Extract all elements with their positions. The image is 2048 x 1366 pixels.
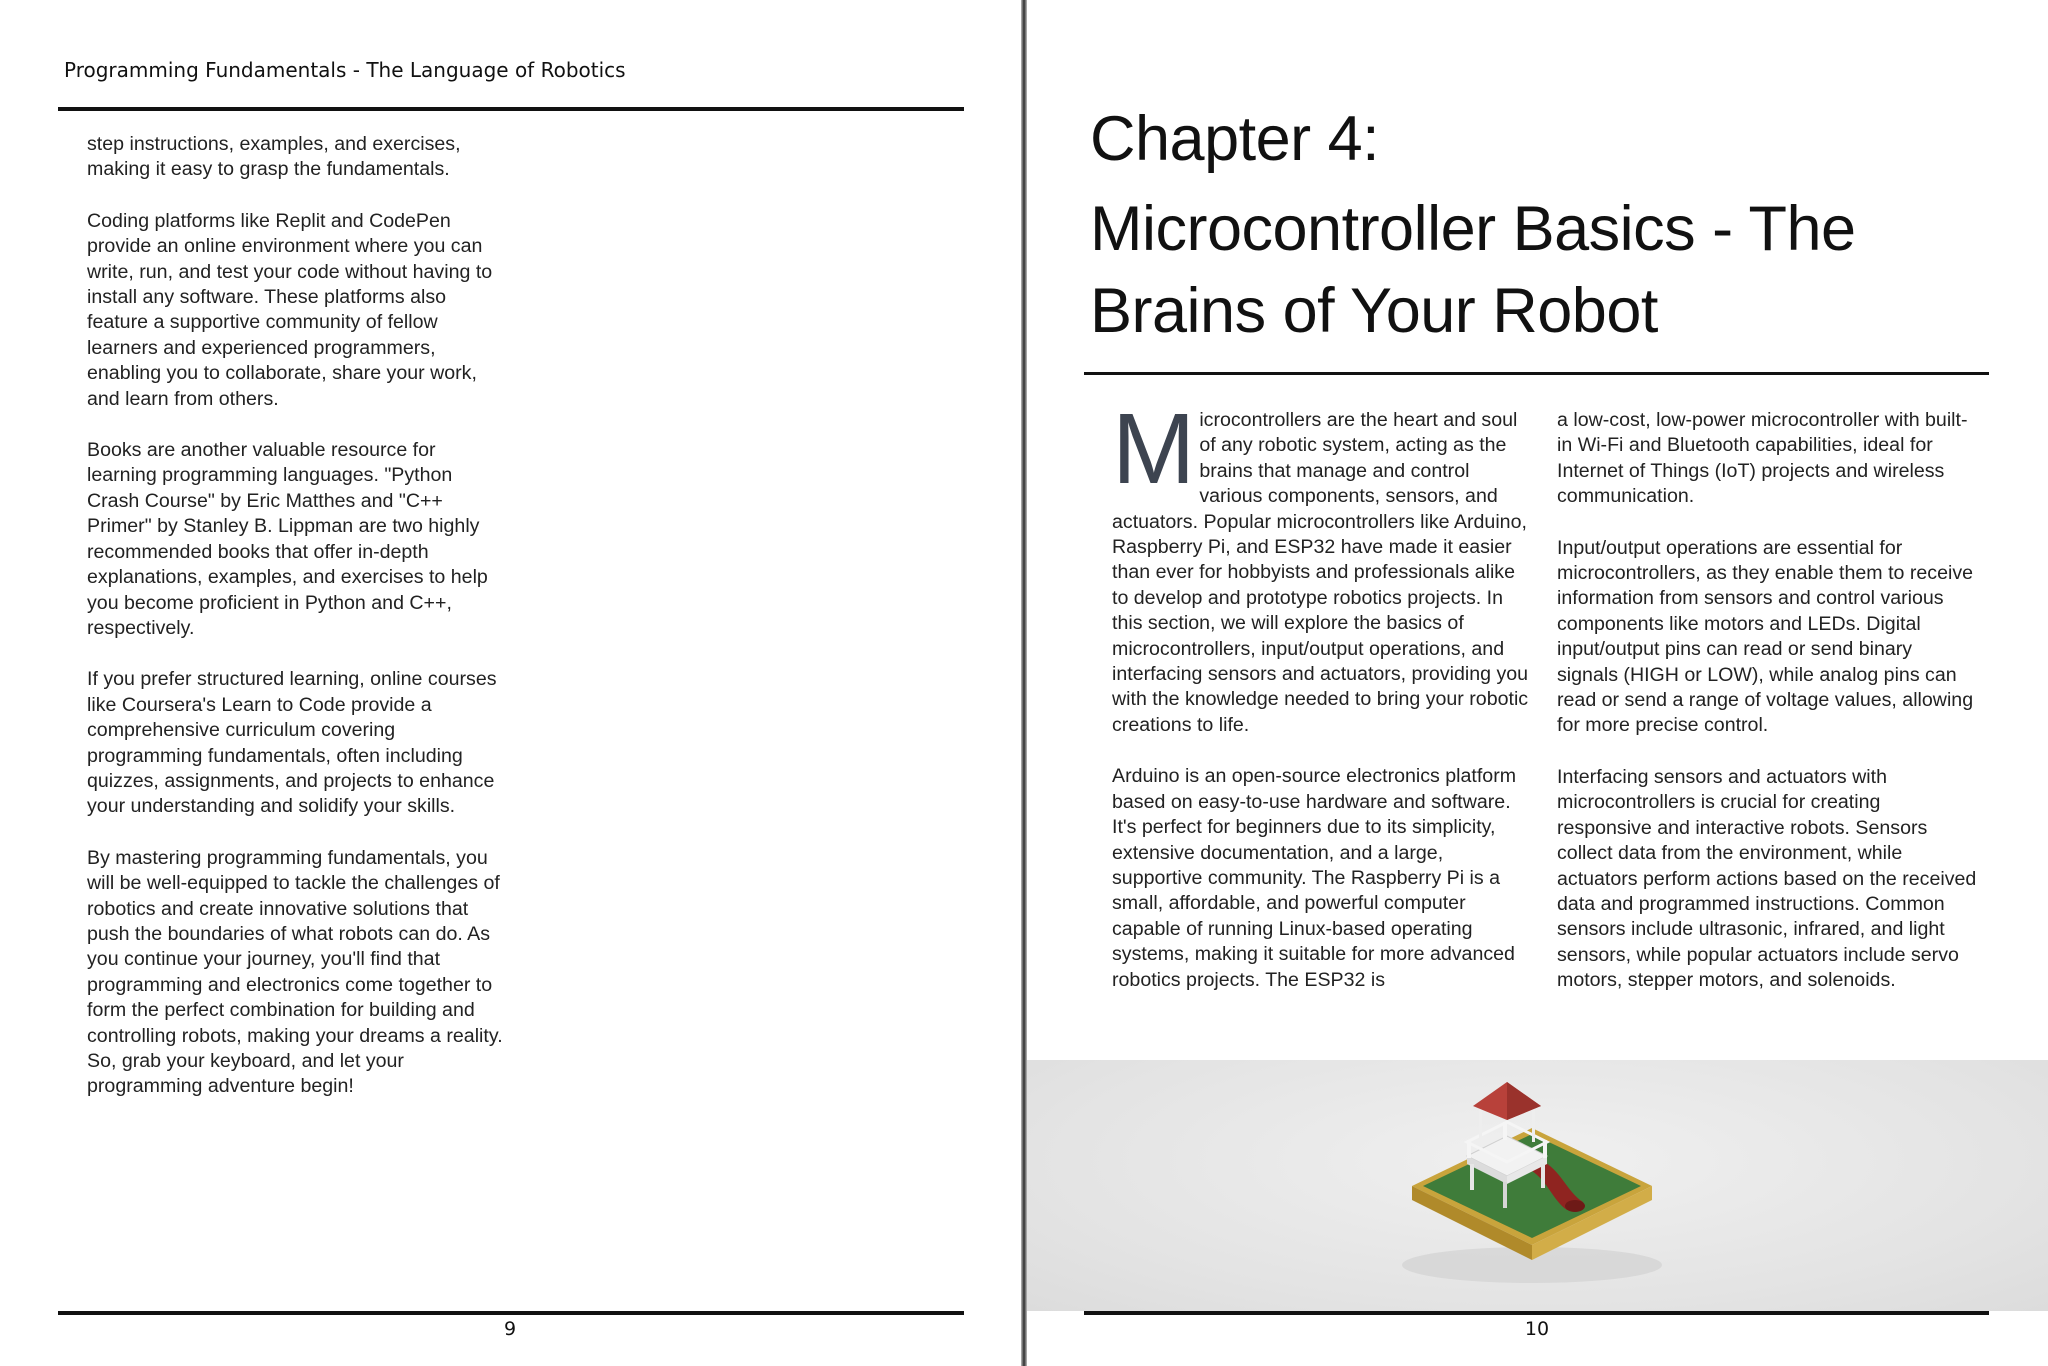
playground-illustration <box>1027 1060 2048 1311</box>
footer-rule <box>1084 1311 1989 1315</box>
paragraph: Books are another valuable resource for learning programming languages. "Python Crash Course" by Eric Matthes and "C++ Primer" by Stanley B. Lippman are two highly recommended books that offer in-depth explanations, examples, and exercises to help you become proficient in Python and C++, respectively. <box>87 439 488 639</box>
right-text-column-1 <box>1112 393 1532 1019</box>
page-number: 9 <box>503 1318 517 1340</box>
chapter-heading <box>1090 98 1990 352</box>
paragraph: Input/output operations are essential for microcontrollers, as they enable them to receive information from sensors and control various components like motors and LEDs. Digital input/output pins can read or send binary signals (HIGH or LOW), while analog pins can read or send a range of voltage values, allowing for more precise control. <box>1557 536 1974 737</box>
paragraph: a low-cost, low-power microcontroller with built-in Wi-Fi and Bluetooth capabilities, ideal for Internet of Things (IoT) projects and wireless communication. <box>1557 409 1968 508</box>
drop-cap: M <box>1112 393 1196 505</box>
paragraph <box>1112 393 1532 738</box>
playground-icon <box>1027 1060 2048 1311</box>
paragraph: Interfacing sensors and actuators with microcontrollers is crucial for creating responsive and interactive robots. Sensors collect data from the environment, while actuators perform actions based on the received data and programmed instructions. Common sensors include ultrasonic, infrared, and light sensors, while popular actuators include servo motors, stepper motors, and solenoids. <box>1557 765 1977 992</box>
page-left <box>0 0 1021 1366</box>
paragraph: Arduino is an open-source electronics platform based on easy-to-use hardware and software. It's perfect for beginners due to its simplicity, extensive documentation, and a large, supportive community. The Raspberry Pi is a small, affordable, and powerful computer capable of running Linux-based operating systems, making it suitable for more advanced robotics projects. The ESP32 is <box>1112 765 1517 991</box>
paragraph: Coding platforms like Replit and CodePen provide an online environment where you can write, run, and test your code without having to install any software. These platforms also feature a supportive community of fellow learners and experienced programmers, enabling you to collaborate, share your work, and learn from others. <box>87 209 493 410</box>
paragraph: By mastering programming fundamentals, you will be well-equipped to tackle the challenges of robotics and create innovative solutions that push the boundaries of what robots can do. As you continue your journey, you'll find that programming and electronics come together to form the perfect combination for building and controlling robots, making your dreams a reality. So, grab your keyboard, and let your programming adventure begin! <box>87 846 503 1098</box>
paragraph-text: icrocontrollers are the heart and soul of any robotic system, acting as the brains that manage and control various components, sensors, and actuators. Popular microcontrollers like Arduino, Raspberry Pi, and ESP32 have made it easier than ever for hobbyists and professionals alike to develop and prototype robotics projects. In this section, we will explore the basics of microcontrollers, input/output operations, and interfacing sensors and actuators, providing you with the knowledge needed to bring your robotic creations to life. <box>1112 409 1529 736</box>
paragraph: If you prefer structured learning, online courses like Coursera's Learn to Code provide a comprehensive curriculum covering programming fundamentals, often including quizzes, assignments, and projects to enhance your understanding and solidify your skills. <box>87 668 497 818</box>
paragraph: step instructions, examples, and exercises, making it easy to grasp the fundamentals. <box>87 133 461 181</box>
page-number: 10 <box>1524 1318 1550 1340</box>
page-right <box>1027 0 2048 1366</box>
footer-rule <box>58 1311 964 1315</box>
running-header: Programming Fundamentals - The Language of Robotics <box>64 58 626 82</box>
chapter-rule <box>1084 372 1989 375</box>
chapter-label: Chapter 4: <box>1090 104 1380 174</box>
header-rule <box>58 107 964 111</box>
right-text-column-2 <box>1557 408 1977 1020</box>
chapter-title: Microcontroller Basics - The Brains of Your Robot <box>1090 194 1856 346</box>
left-text-column <box>87 132 507 1126</box>
